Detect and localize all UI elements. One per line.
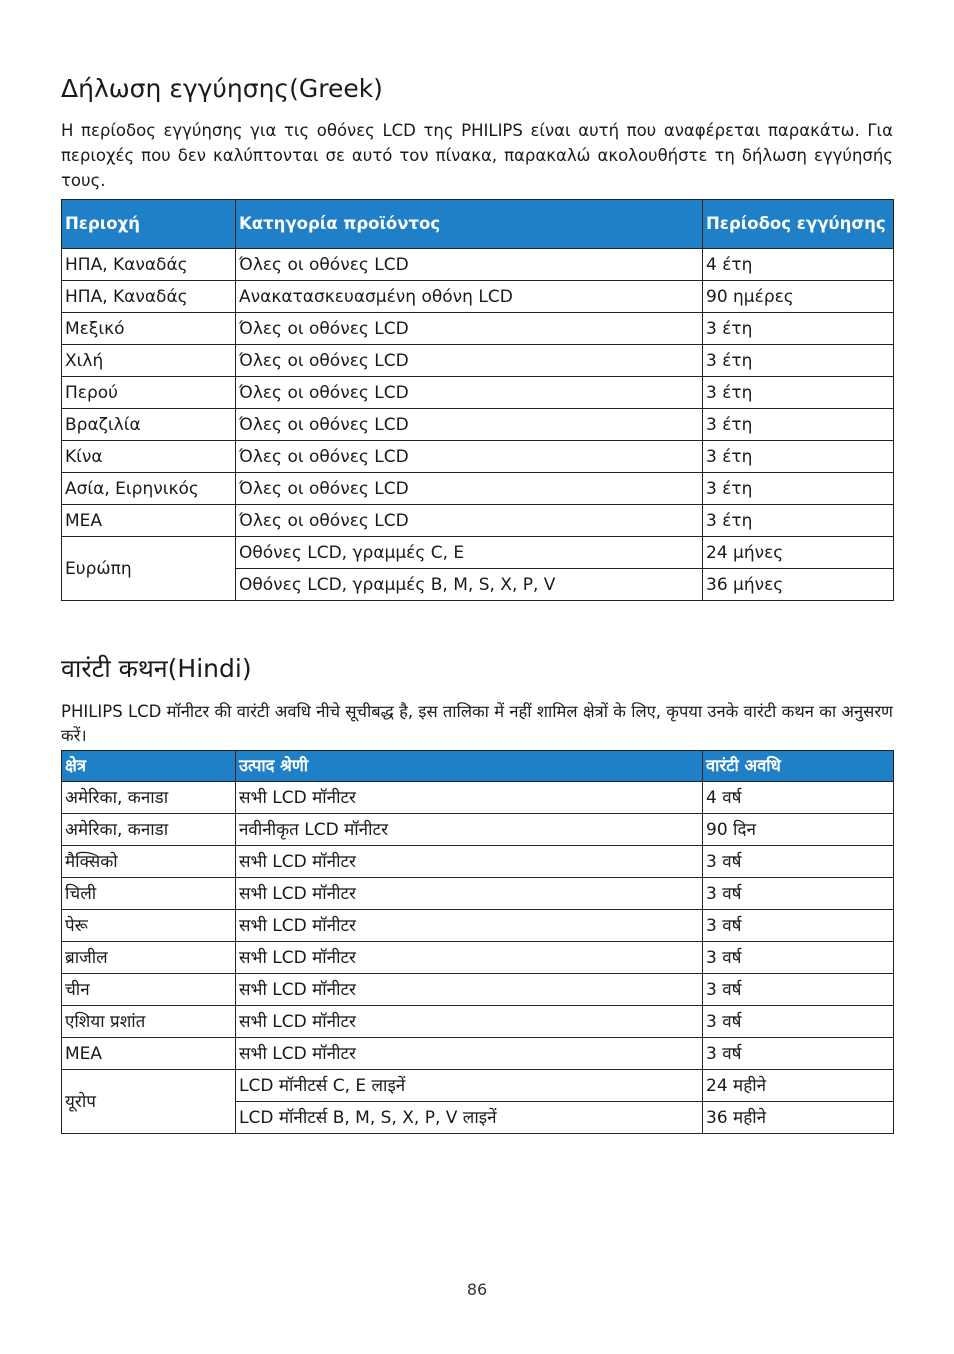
cell-period: 3 έτη [703, 505, 894, 537]
cell-category: सभी LCD मॉनीटर [236, 910, 703, 942]
cell-category: Όλες οι οθόνες LCD [236, 409, 703, 441]
cell-period: 24 महीने [703, 1070, 894, 1102]
greek-heading: Δήλωση εγγύησης(Greek) [61, 74, 383, 103]
cell-region: चीन [62, 974, 236, 1006]
greek-intro: Η περίοδος εγγύησης για τις οθόνες LCD της PHILIPS είναι αυτή που αναφέρεται παρακάτω. Για περιοχές που δεν καλύπτονται σε αυτό τον πίνακα, παρακαλώ ακολουθήστε τη δήλωση εγγύησής τους. [61, 121, 893, 190]
cell-category: Όλες οι οθόνες LCD [236, 345, 703, 377]
cell-region: Περού [62, 377, 236, 409]
table-header-row [62, 200, 894, 249]
cell-period: 3 वर्ष [703, 942, 894, 974]
table-header-row [62, 751, 894, 782]
cell-region: अमेरिका, कनाडा [62, 814, 236, 846]
cell-period: 4 वर्ष [703, 782, 894, 814]
cell-period: 4 έτη [703, 249, 894, 281]
hindi-warranty-table [61, 750, 894, 1134]
cell-category: Όλες οι οθόνες LCD [236, 377, 703, 409]
cell-region-europe: Ευρώπη [62, 537, 236, 601]
greek-section [61, 72, 893, 601]
cell-period: 36 महीने [703, 1102, 894, 1134]
cell-period: 3 वर्ष [703, 1038, 894, 1070]
cell-region: Χιλή [62, 345, 236, 377]
table-row [62, 377, 894, 409]
cell-region: अमेरिका, कनाडा [62, 782, 236, 814]
cell-region: ΗΠΑ, Καναδάς [62, 281, 236, 313]
table-row [62, 782, 894, 814]
table-row [62, 505, 894, 537]
header-region: Περιοχή [62, 200, 236, 249]
table-row [62, 249, 894, 281]
table-row [62, 910, 894, 942]
table-row [62, 1038, 894, 1070]
cell-region: ब्राजील [62, 942, 236, 974]
cell-category: Οθόνες LCD, γραμμές B, M, S, X, P, V [236, 569, 703, 601]
cell-category: Όλες οι οθόνες LCD [236, 473, 703, 505]
cell-region: ΜΕΑ [62, 505, 236, 537]
cell-region: Κίνα [62, 441, 236, 473]
cell-period: 3 वर्ष [703, 878, 894, 910]
table-row [62, 1070, 894, 1102]
cell-category: LCD मॉनीटर्स C, E लाइनें [236, 1070, 703, 1102]
cell-period: 3 έτη [703, 409, 894, 441]
cell-category: Οθόνες LCD, γραμμές C, E [236, 537, 703, 569]
cell-period: 3 वर्ष [703, 1006, 894, 1038]
cell-region: MEA [62, 1038, 236, 1070]
table-row [62, 1006, 894, 1038]
cell-region-europe: यूरोप [62, 1070, 236, 1134]
cell-category: सभी LCD मॉनीटर [236, 974, 703, 1006]
table-row [62, 942, 894, 974]
table-row [62, 345, 894, 377]
table-row [62, 537, 894, 569]
cell-period: 3 έτη [703, 377, 894, 409]
cell-period: 90 दिन [703, 814, 894, 846]
table-row [62, 814, 894, 846]
table-row [62, 409, 894, 441]
cell-period: 3 έτη [703, 313, 894, 345]
cell-category: सभी LCD मॉनीटर [236, 1006, 703, 1038]
cell-category: नवीनीकृत LCD मॉनीटर [236, 814, 703, 846]
cell-category: Ανακατασκευασμένη οθόνη LCD [236, 281, 703, 313]
table-row [62, 846, 894, 878]
cell-period: 90 ημέρες [703, 281, 894, 313]
cell-category: Όλες οι οθόνες LCD [236, 441, 703, 473]
page-number: 86 [466, 1280, 488, 1299]
greek-warranty-table [61, 199, 894, 601]
cell-region: पेरू [62, 910, 236, 942]
cell-period: 36 μήνες [703, 569, 894, 601]
cell-category: Όλες οι οθόνες LCD [236, 313, 703, 345]
cell-category: सभी LCD मॉनीटर [236, 846, 703, 878]
cell-period: 3 वर्ष [703, 846, 894, 878]
cell-region: मैक्सिको [62, 846, 236, 878]
cell-category: LCD मॉनीटर्स B, M, S, X, P, V लाइनें [236, 1102, 703, 1134]
header-product-category: उत्पाद श्रेणी [236, 751, 703, 782]
hindi-heading: वारंटी कथन(Hindi) [61, 654, 252, 683]
table-row [62, 974, 894, 1006]
table-row [62, 281, 894, 313]
cell-region: Βραζιλία [62, 409, 236, 441]
cell-category: सभी LCD मॉनीटर [236, 942, 703, 974]
cell-category: सभी LCD मॉनीटर [236, 1038, 703, 1070]
cell-period: 3 वर्ष [703, 910, 894, 942]
header-product-category: Κατηγορία προϊόντος [236, 200, 703, 249]
cell-period: 3 έτη [703, 473, 894, 505]
cell-region: ΗΠΑ, Καναδάς [62, 249, 236, 281]
cell-period: 3 έτη [703, 441, 894, 473]
header-warranty-period: Περίοδος εγγύησης [703, 200, 894, 249]
cell-region: Ασία, Ειρηνικός [62, 473, 236, 505]
table-row [62, 313, 894, 345]
cell-region: Μεξικό [62, 313, 236, 345]
table-row [62, 441, 894, 473]
header-warranty-period: वारंटी अवधि [703, 751, 894, 782]
header-region: क्षेत्र [62, 751, 236, 782]
table-row [62, 473, 894, 505]
cell-region: एशिया प्रशांत [62, 1006, 236, 1038]
cell-category: सभी LCD मॉनीटर [236, 878, 703, 910]
cell-category: सभी LCD मॉनीटर [236, 782, 703, 814]
cell-region: चिली [62, 878, 236, 910]
cell-category: Όλες οι οθόνες LCD [236, 505, 703, 537]
cell-category: Όλες οι οθόνες LCD [236, 249, 703, 281]
hindi-intro: PHILIPS LCD मॉनीटर की वारंटी अवधि नीचे सूचीबद्ध है, इस तालिका में नहीं शामिल क्षेत्रों के लिए, कृपया उनके वारंटी कथन का अनुसरण करें। [61, 702, 893, 745]
cell-period: 3 वर्ष [703, 974, 894, 1006]
cell-period: 24 μήνες [703, 537, 894, 569]
hindi-section [61, 652, 893, 1134]
table-row [62, 878, 894, 910]
cell-period: 3 έτη [703, 345, 894, 377]
